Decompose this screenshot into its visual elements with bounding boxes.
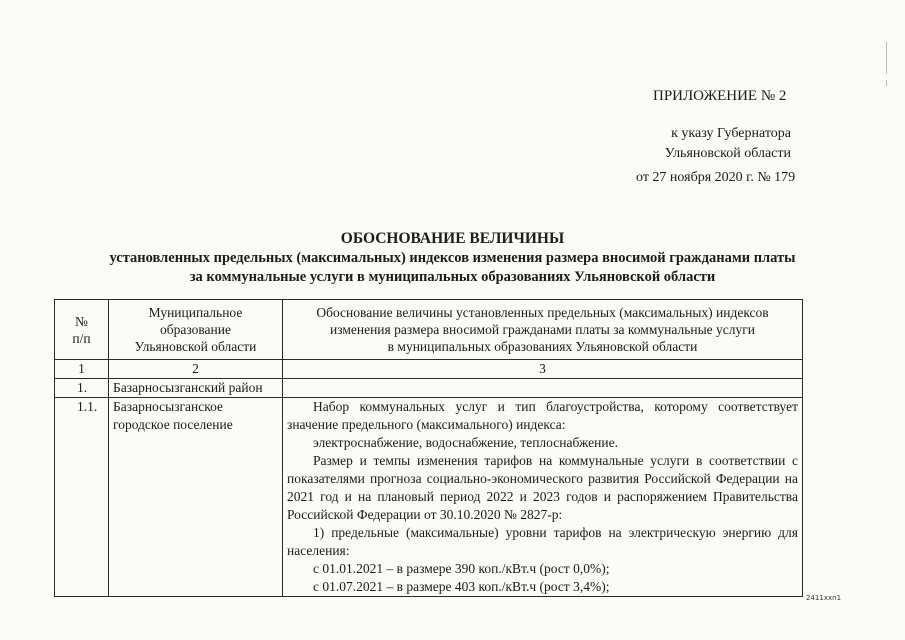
table-header-row [55, 300, 803, 360]
row-justification [283, 398, 803, 597]
column-number-row [55, 360, 803, 379]
row-municipality: Базарносызганский район [109, 379, 283, 398]
paragraph: Набор коммунальных услуг и тип благоустройства, которому соответствует значение предельного (максимального) индекса: [287, 399, 798, 432]
header-municipality [109, 300, 283, 360]
document-stamp: 2411ххп1 [806, 594, 842, 602]
column-number: 2 [109, 360, 283, 379]
decree-reference [665, 124, 791, 164]
table-row [55, 398, 803, 597]
municipality-line: Базарносызганское [113, 399, 224, 414]
appendix-label: ПРИЛОЖЕНИЕ № 2 [653, 88, 787, 104]
header-text: Ульяновской области [134, 339, 257, 354]
header-justification [283, 300, 803, 360]
header-text: № [75, 313, 88, 329]
decree-line: к указу Губернатора [671, 126, 791, 141]
subtitle-line: установленных предельных (максимальных) индексов изменения размера вносимой гражданами платы [109, 250, 796, 266]
column-number: 1 [55, 360, 109, 379]
row-justification [283, 379, 803, 398]
scan-mark [886, 80, 887, 86]
paragraph: Размер и темпы изменения тарифов на коммунальные услуги в соответствии с показателями прогноза социально-экономического развития Российской Федерации на 2021 год и на плановый период 2022 и 2023 годов и распоряжением Правительства Российской Федерации от 30.10.2020 № 2827-р: [287, 453, 798, 522]
header-text: изменения размера вносимой гражданами платы за коммунальные услуги [329, 322, 756, 337]
municipality-line: городское поселение [113, 417, 233, 432]
table-row [55, 379, 803, 398]
header-text: п/п [72, 330, 91, 346]
row-number: 1.1. [55, 398, 109, 597]
header-text: Обоснование величины установленных предельных (максимальных) индексов [316, 305, 769, 320]
document-title: ОБОСНОВАНИЕ ВЕЛИЧИНЫ [340, 230, 565, 247]
paragraph: с 01.01.2021 – в размере 390 коп./кВт.ч (рост 0,0%); [313, 561, 610, 576]
subtitle-line: за коммунальные услуги в муниципальных образованиях Ульяновской области [189, 269, 716, 285]
paragraph: 1) предельные (максимальные) уровни тарифов на электрическую энергию для населения: [287, 525, 798, 558]
header-text: образование [160, 322, 231, 337]
column-number: 3 [283, 360, 803, 379]
row-municipality [109, 398, 283, 597]
decree-date: от 27 ноября 2020 г. № 179 [636, 170, 796, 185]
justification-table [54, 299, 803, 597]
scan-mark [886, 42, 887, 74]
decree-line: Ульяновской области [664, 146, 791, 161]
paragraph: с 01.07.2021 – в размере 403 коп./кВт.ч (рост 3,4%); [313, 579, 610, 594]
document-subtitle [0, 249, 905, 287]
row-number: 1. [55, 379, 109, 398]
paragraph: электроснабжение, водоснабжение, теплоснабжение. [313, 435, 618, 450]
header-text: в муниципальных образованиях Ульяновской области [387, 339, 698, 354]
header-text: Муниципальное [148, 305, 243, 320]
header-number [55, 300, 109, 360]
